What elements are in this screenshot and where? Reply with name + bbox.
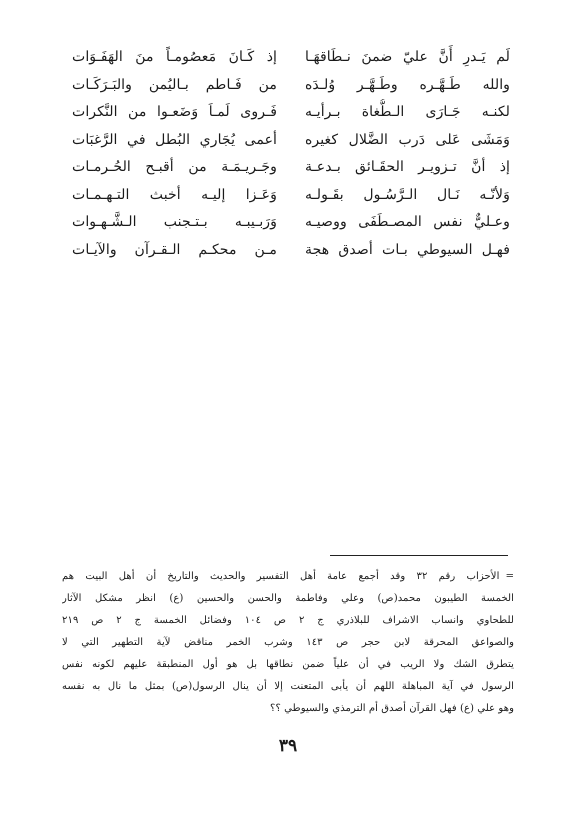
verse-second-hemistich: وَعَـزا إليـه أخبث التـهـمـات bbox=[72, 186, 277, 203]
verse-first-hemistich: إذ أنَّ تـزويـر الحقَـائق بـدعـة bbox=[305, 159, 510, 176]
verse-first-hemistich: لَم يَـدرِ أَنَّ عليّ ضمنَ نـطَاقهَـا bbox=[305, 49, 510, 66]
verse-first-hemistich: وَلأنّـه نَـال الـرَّسُـول بقَـولـه bbox=[305, 186, 510, 203]
page-number: ٣٩ bbox=[278, 736, 298, 756]
verse bbox=[72, 72, 510, 100]
verse bbox=[72, 44, 510, 72]
verse-second-hemistich: فَـروى لَمـاَ وَضَعـوا من النَّكرات bbox=[72, 104, 277, 121]
verse bbox=[72, 209, 510, 237]
verse-second-hemistich: من فَـاطم بـاليُمن والبَـرَكَـات bbox=[72, 76, 277, 93]
footnote-line: والصواعق المحرقة لابن حجر ص ١٤٣ وشرب الخمر مناقض لآية التطهير التي لا bbox=[62, 637, 514, 648]
poem bbox=[72, 44, 510, 264]
verse-first-hemistich: والله طَـهَّـره وطَـهَّـر وُلـدَه bbox=[305, 76, 510, 93]
footnote-line: يتطرق الشك ولا الريب في أن علياً ضمن نطاقها بل هو أول المنطبقة عليهم لكونه نفس bbox=[62, 659, 514, 670]
verse bbox=[72, 127, 510, 155]
verse-first-hemistich: وعـليٌّ نفس المصـطَفَى ووصيـه bbox=[305, 214, 510, 231]
footnote-line: للطحاوي وانساب الاشراف للبلاذري ج ٢ ص ١٠٤ وفضائل الخمسة ج ٢ ص ٢١٩ bbox=[62, 615, 514, 626]
verse-second-hemistich: وَرَبـيبـه بـتـجنب الـشَّـهـوات bbox=[72, 214, 277, 231]
footnote-line: الرسول في آية المباهلة اللهم أن يأبى المتعنت إلا أن ينال الرسول(ص) بمثل ما نال به نفسه bbox=[62, 681, 514, 692]
footnote bbox=[62, 566, 514, 720]
verse-first-hemistich: لكنـه جَـارَى الـطُّغاة بـرأيـه bbox=[305, 104, 510, 121]
footnote-line: وهو علي (ع) فهل القرآن أصدق أم الترمذي والسيوطي ؟؟ bbox=[270, 703, 514, 714]
verse-second-hemistich: إذ كَـانَ مَعصُومـاً منَ الهَفَـوَات bbox=[72, 49, 277, 66]
verse-first-hemistich: وَمَشَى عَلى دَرب الضَّلال كغيره bbox=[305, 131, 510, 148]
footnote-line: الخمسة الطيبون محمد(ص) وعلي وفاطمة والحسن والحسين (ع) انظر مشكل الآثار bbox=[62, 593, 514, 604]
footnote-line-text: الأحزاب رقم ٣٢ وقد أجمع عامة أهل التفسير والحديث والتاريخ أن أهل البيت هم bbox=[62, 571, 500, 582]
verse-second-hemistich: مـن محكـم الـقـرآن والآيـات bbox=[72, 241, 277, 258]
verse bbox=[72, 237, 510, 265]
footnote-continuation-mark: = bbox=[505, 571, 514, 582]
footnote-separator bbox=[330, 555, 508, 556]
verse-first-hemistich: فهـل السيوطي بـات أصدق هجة bbox=[305, 241, 510, 258]
verse bbox=[72, 182, 510, 210]
verse bbox=[72, 99, 510, 127]
verse bbox=[72, 154, 510, 182]
verse-second-hemistich: وجَـريـمَـة من أقبـح الحُـرمـات bbox=[72, 159, 277, 176]
footnote-line bbox=[62, 566, 514, 588]
verse-second-hemistich: أعمى يُجَاري البُطل في الرَّغبَات bbox=[72, 131, 277, 148]
